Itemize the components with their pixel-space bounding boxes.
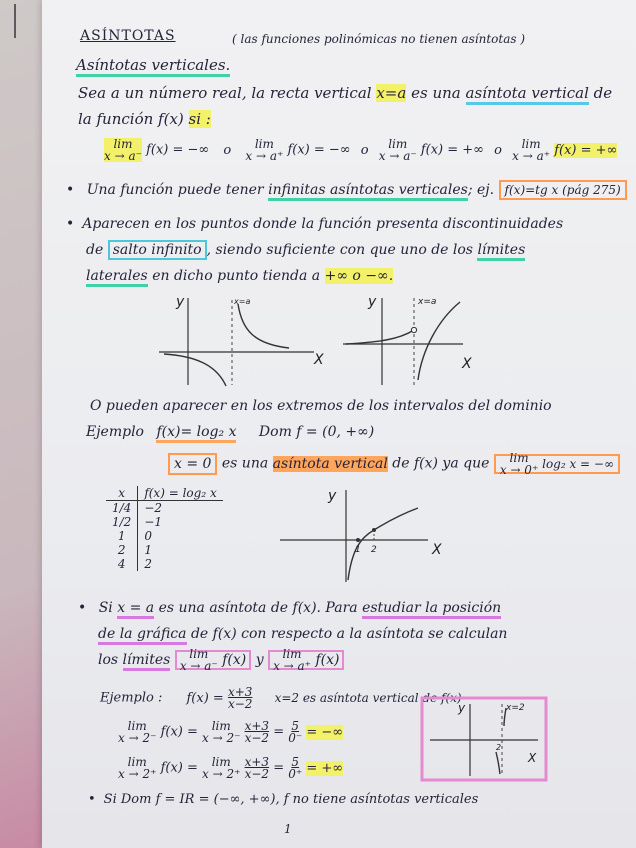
definition-line-1: Sea a un número real, la recta vertical x=a es una asíntota vertical de: [78, 84, 612, 102]
limit-a-plus-2: lim x → a⁺: [512, 137, 551, 163]
graph4-tick: 2: [496, 743, 502, 752]
example2-heading: Ejemplo : $f(x) = \frac{x+3}{x-2} x=2$ es asíntota vertical de f(x): [100, 685, 462, 711]
graph-example2: [420, 696, 552, 784]
graph-log2: [278, 484, 448, 584]
bullet-position-l2: de la gráfica de f(x) con respecto a la asíntota se calculan: [98, 626, 507, 642]
bullet-infinite-asymptotes: • Una función puede tener infinitas asíntotas verticales; ej. f(x)=tg x (pág 275): [66, 182, 627, 198]
limit-a-minus-2: lim x → a⁻: [378, 137, 417, 163]
log-value-table: x f(x) = log₂ x 1/4 −2 1/2 −1 1 0 2 1 4 2: [106, 486, 223, 571]
graph3-tick-2: 2: [371, 545, 377, 555]
graph3-tick-1: 1: [355, 545, 361, 555]
graph1-x-label: X: [314, 352, 324, 368]
limit-a-plus-1: lim x → a⁺: [245, 137, 284, 163]
bullet-discontinuities-l3: laterales en dicho punto tienda a +∞ o −∞.: [86, 268, 393, 284]
page-edge-mark: [14, 4, 16, 38]
graph1-y-label: y: [176, 294, 185, 310]
graph4-x-label: X: [528, 751, 537, 765]
graph3-x-label: X: [432, 542, 442, 558]
graph3-y-label: y: [328, 488, 337, 504]
graph4-y-label: y: [458, 701, 466, 715]
graph-vertical-asymptote-2: [338, 290, 498, 390]
definition-line-2: la función f(x) si :: [78, 110, 211, 128]
extremes-note: O pueden aparecer en los extremos de los intervalos del dominio: [90, 398, 552, 414]
bullet-discontinuities-l1: • Aparecen en los puntos donde la función presenta discontinuidades: [66, 216, 563, 232]
graph4-asymptote-label: x=2: [506, 703, 525, 713]
bullet-no-asymptotes: • Si Dom f = IR = (−∞, +∞), f no tiene asíntotas verticales: [88, 792, 478, 807]
example2-limit-left: lim x → 2⁻ f(x) = lim $x \to 2^- \frac{x+3}{x-2} = \frac{5}{0^-}$ = −∞: [118, 719, 344, 745]
definition-limits: lim x → a⁻ f(x) = −∞ o lim x → a⁺ f(x) = −∞ o lim x → a⁻ f(x) = +∞ o lim x → a⁺ f(x) = +∞: [104, 137, 618, 163]
example1-asymptote-line: x = 0 es una asíntota vertical de f(x) ya que lim x → 0⁺ log₂ x = −∞: [168, 452, 620, 476]
bullet-position-l1: • Si x = a es una asíntota de f(x). Para estudiar la posición: [78, 600, 501, 616]
graph2-asymptote-label: x=a: [418, 297, 437, 307]
graph2-y-label: y: [368, 294, 377, 310]
graph1-asymptote-label: x=a: [234, 297, 251, 306]
page-title: ASÍNTOTAS: [80, 28, 176, 44]
example1-line: Ejemplo f(x)= log₂ x Dom f = (0, +∞): [86, 424, 374, 440]
bullet-discontinuities-l2: de salto infinito , siendo suficiente con que uno de los límites: [86, 242, 525, 258]
graph2-x-label: X: [462, 356, 472, 372]
title-note: ( las funciones polinómicas no tienen asíntotas ): [232, 32, 526, 46]
page-number: 1: [284, 822, 292, 836]
example2-limit-right: lim x → 2⁺ f(x) = lim $x \to 2^+ \frac{x+3}{x-2} = \frac{5}{0^+}$ = +∞: [118, 755, 344, 781]
graph-vertical-asymptote-1: [154, 290, 334, 390]
notebook-page: [42, 0, 636, 848]
limit-a-minus-1: lim x → a⁻: [104, 137, 142, 163]
section-heading: Asíntotas verticales.: [76, 56, 230, 77]
bullet-position-l3: los límites lim x → a⁻ f(x) y lim x → a⁺ f(x): [98, 648, 344, 672]
